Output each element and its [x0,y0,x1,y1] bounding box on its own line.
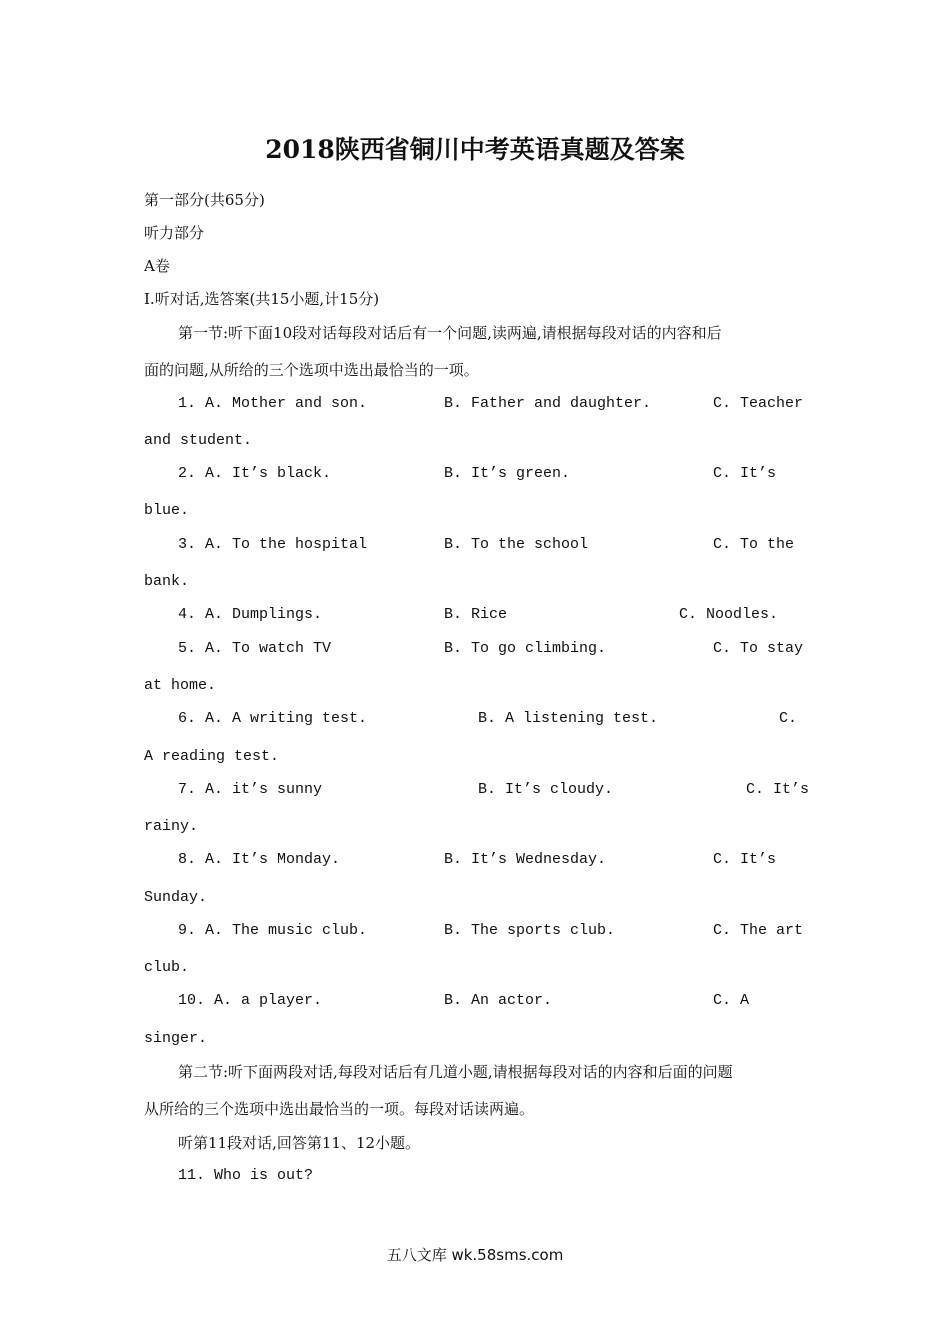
listening-heading: 听力部分 [144,224,205,242]
question-8-option-b: B. It’s Wednesday. [444,851,607,868]
paper-label: A卷 [144,257,170,275]
section2-instruction-line2: 从所给的三个选项中选出最恰当的一项。每段对话读两遍。 [144,1100,535,1118]
question-6-option-c: C. [779,710,798,727]
question-9-continuation: club. [144,959,190,976]
question-5-option-b: B. To go climbing. [444,640,607,657]
question-1-option-b: B. Father and daughter. [444,395,652,412]
question-1-option-c: C. Teacher [713,395,804,412]
page-title: 2018陕西省铜川中考英语真题及答案 [265,135,685,164]
question-10-continuation: singer. [144,1030,208,1047]
question-10-option-b: B. An actor. [444,992,553,1009]
question-7-continuation: rainy. [144,818,199,835]
question-7-option-b: B. It’s cloudy. [478,781,614,798]
question-1-option-a: 1. A. Mother and son. [178,395,368,412]
question-5-continuation: at home. [144,677,217,694]
section1-instruction-line1: 第一节:听下面10段对话每段对话后有一个问题,读两遍,请根据每段对话的内容和后 [178,324,722,342]
question-4-option-c: C. Noodles. [679,606,779,623]
question-7-option-c: C. It’s [746,781,810,798]
question-3-continuation: bank. [144,573,190,590]
footer-watermark: 五八文库 wk.58sms.com [386,1246,564,1264]
question-2-option-c: C. It’s [713,465,777,482]
question-3-option-b: B. To the school [444,536,589,553]
question-3-option-c: C. To the [713,536,795,553]
question-3-option-a: 3. A. To the hospital [178,536,368,553]
section2-instruction-line1: 第二节:听下面两段对话,每段对话后有几道小题,请根据每段对话的内容和后面的问题 [178,1063,733,1081]
question-6-option-a: 6. A. A writing test. [178,710,368,727]
question-2-continuation: blue. [144,502,190,519]
question-6-continuation: A reading test. [144,748,280,765]
question-7-option-a: 7. A. it’s sunny [178,781,323,798]
dialog-11-instruction: 听第11段对话,回答第11、12小题。 [178,1134,421,1152]
question-8-option-c: C. It’s [713,851,777,868]
question-4-option-a: 4. A. Dumplings. [178,606,323,623]
question-6-option-b: B. A listening test. [478,710,659,727]
question-9-option-b: B. The sports club. [444,922,616,939]
question-8-option-a: 8. A. It’s Monday. [178,851,341,868]
question-1-continuation: and student. [144,432,253,449]
question-4-option-b: B. Rice [444,606,508,623]
question-10-option-c: C. A [713,992,750,1009]
question-5-option-c: C. To stay [713,640,804,657]
question-11: 11. Who is out? [178,1167,314,1184]
question-9-option-c: C. The art [713,922,804,939]
question-2-option-a: 2. A. It’s black. [178,465,332,482]
part-heading: 第一部分(共65分) [144,191,265,209]
question-8-continuation: Sunday. [144,889,208,906]
section1-title: I.听对话,选答案(共15小题,计15分) [144,290,380,308]
section1-instruction-line2: 面的问题,从所给的三个选项中选出最恰当的一项。 [144,361,479,379]
question-9-option-a: 9. A. The music club. [178,922,368,939]
question-10-option-a: 10. A. a player. [178,992,323,1009]
question-5-option-a: 5. A. To watch TV [178,640,332,657]
question-2-option-b: B. It’s green. [444,465,571,482]
